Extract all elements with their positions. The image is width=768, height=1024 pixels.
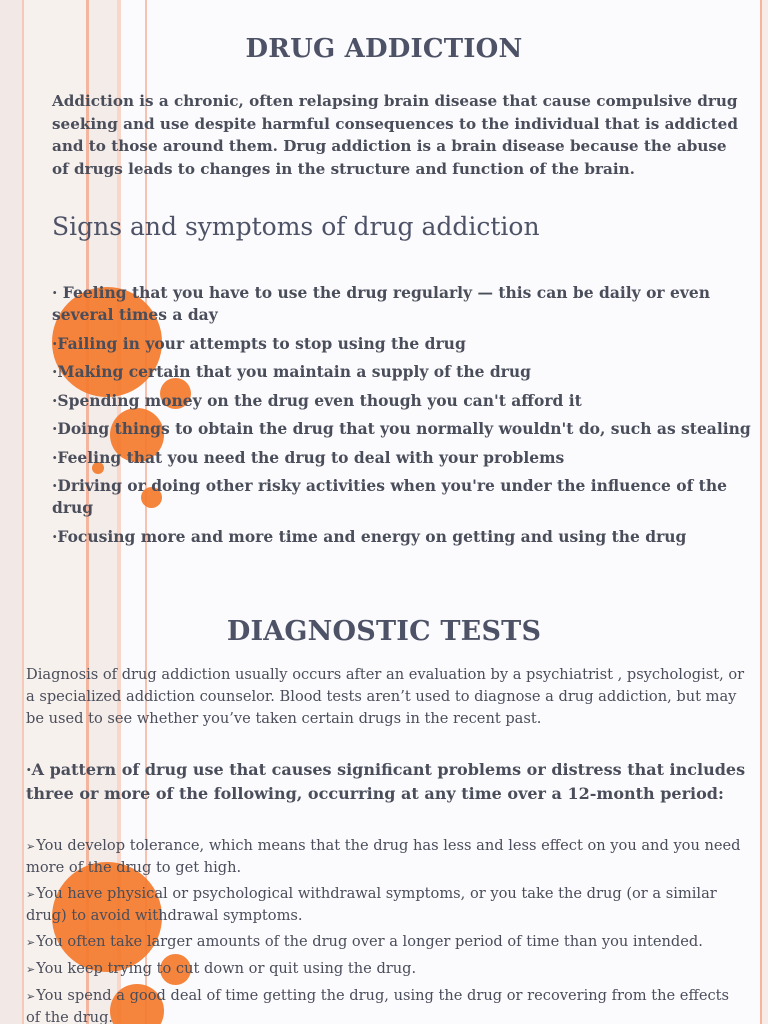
- list-item: ·Driving or doing other risky activities when you're under the influence of the drug: [52, 476, 727, 517]
- bullet: ·: [52, 419, 58, 438]
- pattern-statement: ·A pattern of drug use that causes significant problems or distress that includes three or more of the following, occurring at any time over a 12-month period:: [26, 760, 746, 803]
- intro-paragraph: Addiction is a chronic, often relapsing brain disease that cause compulsive drug seeking and use despite harmful consequences to the individual that is addicted and to those around them. Drug addiction is a brain disease because the abuse of drugs leads to changes in the structure and function of the brain.: [52, 92, 738, 178]
- list-item: ➢You spend a good deal of time getting the drug, using the drug or recovering from the effects of the drug.: [26, 987, 729, 1024]
- arrow-bullet-icon: ➢: [26, 990, 36, 1003]
- diagnosis-paragraph: Diagnosis of drug addiction usually occurs after an evaluation by a psychiatrist , psychologist, or a specialized addiction counselor. Blood tests aren’t used to diagnose a drug addiction, but may be used to see whether you’ve taken certain drugs in the recent past.: [26, 666, 745, 727]
- list-item: ➢You keep trying to cut down or quit using the drug.: [26, 960, 417, 977]
- list-item: ➢You develop tolerance, which means that the drug has less and less effect on you and you need more of the drug to get high.: [26, 837, 741, 876]
- list-item: ➢You have physical or psychological withdrawal symptoms, or you take the drug (or a similar drug) to avoid withdrawal symptoms.: [26, 885, 717, 924]
- bullet: ·: [52, 283, 58, 302]
- arrow-bullet-icon: ➢: [26, 963, 36, 976]
- bullet: ·: [52, 526, 58, 546]
- bullet: ·: [52, 390, 58, 410]
- signs-list: [52, 282, 752, 554]
- bullet: ·: [52, 476, 58, 495]
- list-item: ·Spending money on the drug even though you can't afford it: [52, 390, 582, 410]
- list-item: · Feeling that you have to use the drug regularly — this can be daily or even several times a day: [52, 283, 710, 324]
- section-heading: Signs and symptoms of drug addiction: [52, 212, 540, 241]
- slide-diagnostic-tests: [0, 576, 768, 1024]
- criteria-list: [26, 835, 746, 1024]
- bullet: ·: [52, 362, 58, 381]
- list-item: ·Making certain that you maintain a supply of the drug: [52, 362, 531, 381]
- bullet: ·: [26, 760, 32, 779]
- list-item: ·Doing things to obtain the drug that you normally wouldn't do, such as stealing: [52, 419, 751, 438]
- list-item: ·Feeling that you need the drug to deal with your problems: [52, 447, 565, 467]
- page-title: DRUG ADDICTION: [245, 34, 523, 64]
- list-item: ·Failing in your attempts to stop using the drug: [52, 333, 466, 353]
- section-title: DIAGNOSTIC TESTS: [226, 616, 542, 647]
- arrow-bullet-icon: ➢: [26, 936, 36, 949]
- arrow-bullet-icon: ➢: [26, 888, 36, 901]
- bullet: ·: [52, 333, 58, 353]
- arrow-bullet-icon: ➢: [26, 840, 36, 853]
- list-item: ·Focusing more and more time and energy on getting and using the drug: [52, 526, 687, 546]
- list-item: ➢You often take larger amounts of the drug over a longer period of time than you intended.: [26, 933, 703, 950]
- bullet: ·: [52, 447, 58, 467]
